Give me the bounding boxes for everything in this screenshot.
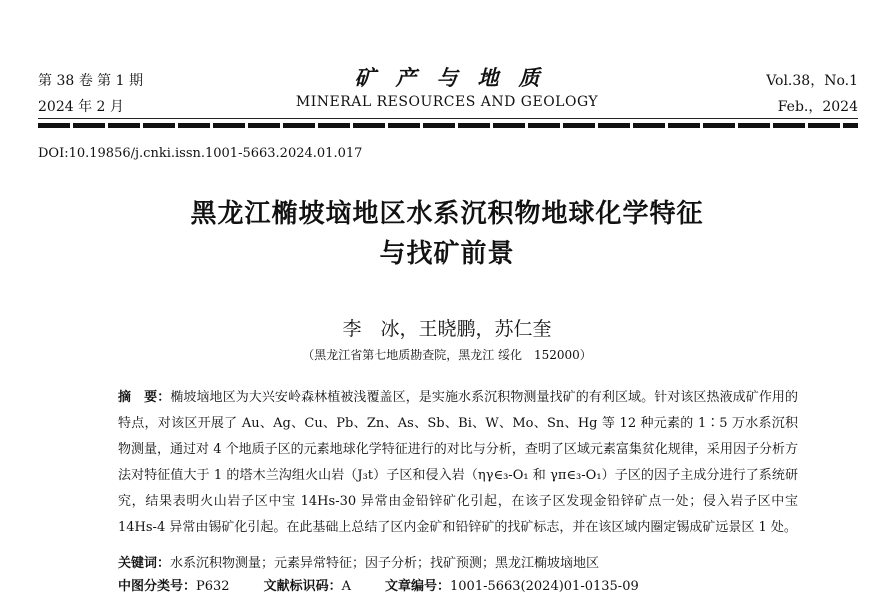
header-rule	[38, 118, 858, 119]
abstract-text: 椭坡垴地区为大兴安岭森林植被浅覆盖区，是实施水系沉积物测量找矿的有利区域。针对该区热液成矿作用的特点，对该区开展了 Au、Ag、Cu、Pb、Zn、As、Sb、Bi、W、Mo、Sn、Hg 等 12 种元素的 1∶5 万水系沉积物测量，通过对 4 个地质子区的元素地球化学特征进行的对比与分析，查明了区域元素富集贫化规律，采用因子分析方法对特征值大于 1 的塔木兰沟组火山岩（J₃t）子区和侵入岩（ηγ∈₃-O₁ 和 γπ∈₃-O₁）子区的因子主成分进行了系统研究，结果表明火山岩子区中宝 14Hs-30 异常由金铅锌矿化引起，在该子区发现金铅锌矿点一处；侵入岩子区中宝 14Hs-4 异常由锡矿化引起。在此基础上总结了区内金矿和铅锌矿的找矿标志，并在该区域内圈定锡成矿远景区 1 处。	[118, 390, 798, 535]
clc-value: P632	[196, 579, 230, 594]
paper-title	[0, 194, 894, 274]
article-number-label: 文章编号：	[384, 579, 450, 594]
abstract-label: 摘 要：	[118, 390, 171, 405]
doc-code-value: A	[341, 579, 351, 594]
header-dashed-rule	[38, 123, 858, 128]
affiliation: （黑龙江省第七地质勘查院，黑龙江 绥化 152000）	[302, 348, 592, 362]
title-line-2: 与找矿前景	[379, 239, 515, 269]
authors: 李 冰，王晓鹏，苏仁奎	[342, 318, 552, 340]
keywords	[118, 553, 818, 575]
publication-date-en: Feb.，2024	[777, 99, 858, 115]
abstract	[118, 385, 798, 541]
volume-issue-en: Vol.38，No.1	[766, 73, 858, 89]
publication-date: 2024 年 2 月	[38, 99, 124, 115]
title-line-1: 黑龙江椭坡垴地区水系沉积物地球化学特征	[190, 199, 704, 229]
journal-title-cn: 矿产与地质	[354, 65, 560, 90]
keywords-text: 水系沉积物测量；元素异常特征；因子分析；找矿预测；黑龙江椭坡垴地区	[170, 556, 600, 571]
volume-issue: 第 38 卷 第 1 期	[38, 73, 143, 89]
keywords-label: 关键词：	[118, 556, 171, 571]
journal-masthead	[0, 66, 894, 112]
doi: DOI:10.19856/j.cnki.issn.1001-5663.2024.01.017	[38, 146, 363, 161]
classification	[118, 576, 818, 598]
clc-label: 中图分类号：	[118, 579, 197, 594]
issue-info-en	[766, 68, 858, 120]
doc-code-label: 文献标识码：	[263, 579, 342, 594]
article-number-value: 1001-5663(2024)01-0135-09	[450, 579, 639, 594]
journal-title-en: MINERAL RESOURCES AND GEOLOGY	[295, 94, 599, 110]
